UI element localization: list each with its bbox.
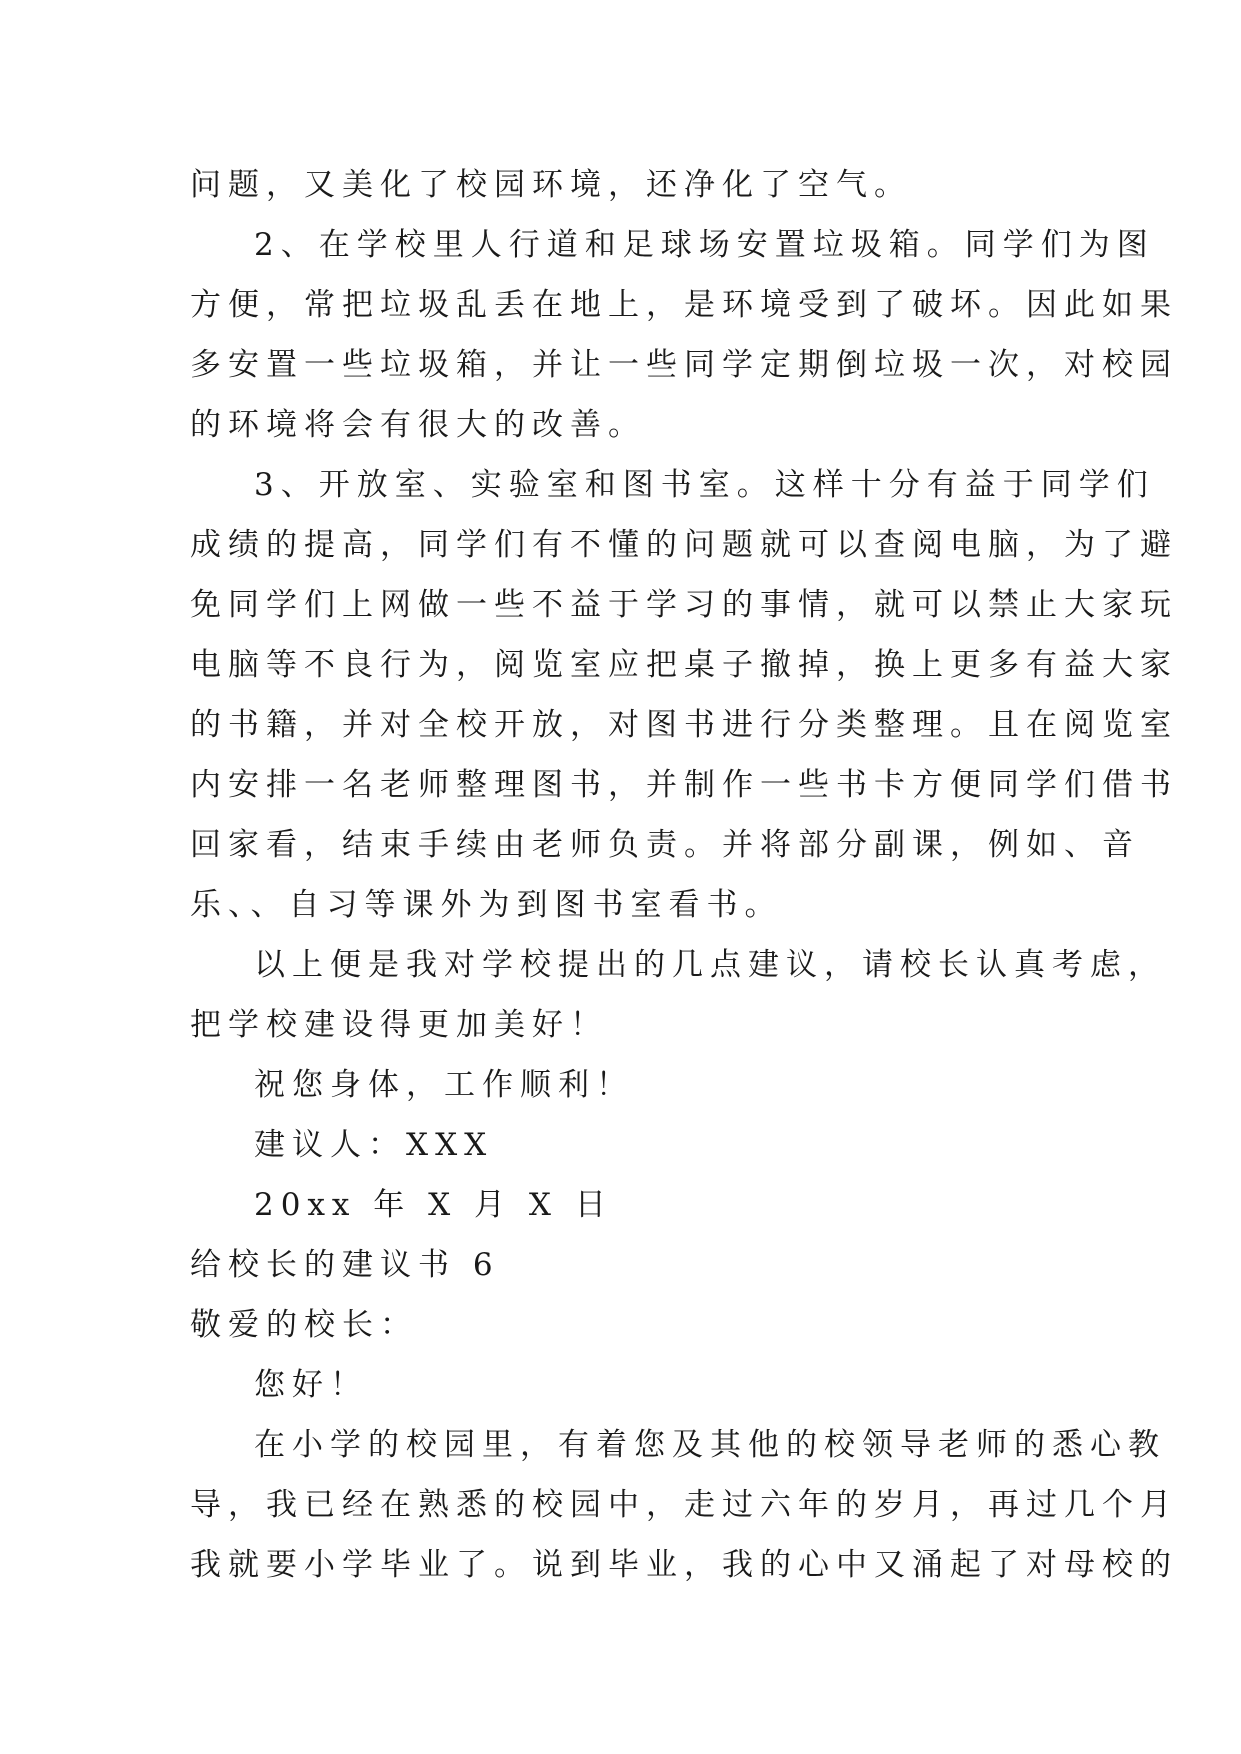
signature-line: 建议人：XXX: [254, 1127, 494, 1163]
text-line: 多安置一些垃圾箱，并让一些同学定期倒垃圾一次，对校园: [190, 347, 1178, 383]
text-line: 内安排一名老师整理图书，并制作一些书卡方便同学们借书: [190, 767, 1178, 803]
closing-wish: 祝您身体，工作顺利！: [254, 1067, 634, 1103]
text-line: 3、开放室、实验室和图书室。这样十分有益于同学们: [254, 467, 1155, 503]
text-line: 电脑等不良行为，阅览室应把桌子撤掉，换上更多有益大家: [190, 647, 1178, 683]
text-line: 导，我已经在熟悉的校园中，走过六年的岁月，再过几个月: [190, 1487, 1178, 1523]
text-line: 我就要小学毕业了。说到毕业，我的心中又涌起了对母校的: [190, 1547, 1178, 1583]
text-line: 回家看，结束手续由老师负责。并将部分副课，例如、音: [190, 827, 1140, 863]
text-line: 免同学们上网做一些不益于学习的事情，就可以禁止大家玩: [190, 587, 1178, 623]
greeting: 您好！: [254, 1367, 368, 1403]
salutation: 敬爱的校长：: [190, 1307, 418, 1343]
section-title: 给校长的建议书 6: [190, 1247, 500, 1283]
text-line: 的环境将会有很大的改善。: [190, 407, 646, 443]
text-line: 问题，又美化了校园环境，还净化了空气。: [190, 167, 912, 203]
text-line: 乐、、自习等课外为到图书室看书。: [190, 887, 783, 923]
text-line: 把学校建设得更加美好！: [190, 1007, 608, 1043]
date-line: 20xx 年 X 月 X 日: [254, 1187, 613, 1223]
text-line: 成绩的提高，同学们有不懂的问题就可以查阅电脑，为了避: [190, 527, 1178, 563]
text-line: 在小学的校园里，有着您及其他的校领导老师的悉心教: [254, 1427, 1166, 1463]
text-line: 以上便是我对学校提出的几点建议，请校长认真考虑，: [254, 947, 1166, 983]
text-line: 方便，常把垃圾乱丢在地上，是环境受到了破坏。因此如果: [190, 287, 1178, 323]
text-line: 的书籍，并对全校开放，对图书进行分类整理。且在阅览室: [190, 707, 1178, 743]
text-line: 2、在学校里人行道和足球场安置垃圾箱。同学们为图: [254, 227, 1155, 263]
